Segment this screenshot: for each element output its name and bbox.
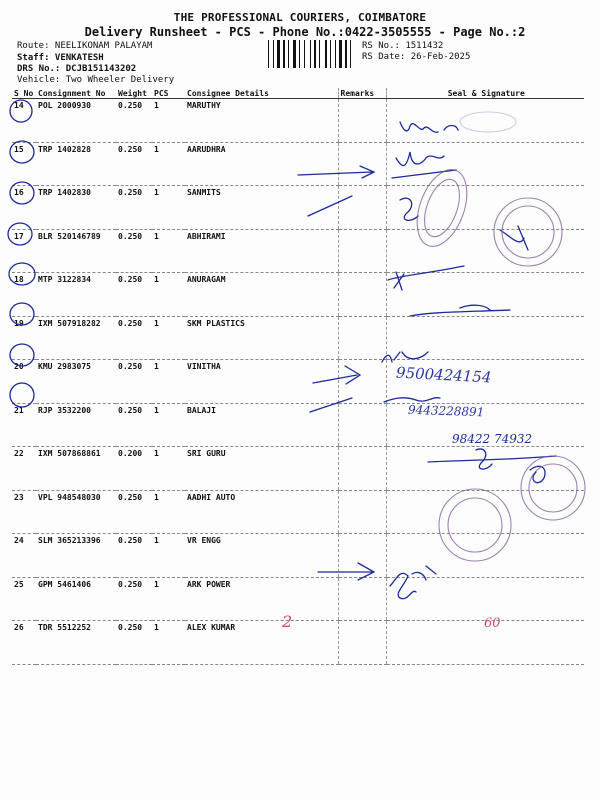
staff-label: Staff: VENKATESH bbox=[17, 53, 104, 63]
consignment-no: MTP 3122834 bbox=[36, 273, 116, 317]
col-pcs: PCS bbox=[152, 88, 185, 99]
stamp bbox=[521, 456, 585, 520]
consignee: SKM PLASTICS bbox=[185, 316, 338, 360]
consignee: AADHI AUTO bbox=[185, 490, 338, 534]
consignee: VINITHA bbox=[185, 360, 338, 404]
weight: 0.250 bbox=[116, 577, 152, 621]
stamp bbox=[529, 464, 577, 512]
pcs: 1 bbox=[152, 360, 185, 404]
signature bbox=[388, 266, 464, 290]
sno: 24 bbox=[12, 534, 36, 578]
consignment-no: KMU 2983075 bbox=[36, 360, 116, 404]
weight: 0.200 bbox=[116, 447, 152, 491]
col-consignment: Consignment No bbox=[36, 88, 116, 99]
consignee: ALEX KUMAR bbox=[185, 621, 338, 665]
sno-circle bbox=[10, 141, 34, 163]
route-label: Route: NEELIKONAM PALAYAM bbox=[17, 41, 153, 51]
arrow-mark bbox=[310, 398, 352, 412]
consignee: ANURAGAM bbox=[185, 273, 338, 317]
consignment-no: TRP 1402828 bbox=[36, 142, 116, 186]
signature bbox=[400, 198, 418, 220]
vehicle-label: Vehicle: Two Wheeler Delivery bbox=[17, 75, 175, 85]
pcs: 1 bbox=[152, 447, 185, 491]
sno: 18 bbox=[12, 273, 36, 317]
weight: 0.250 bbox=[116, 99, 152, 143]
weight: 0.250 bbox=[116, 142, 152, 186]
handwritten-mark: 2 bbox=[282, 612, 293, 631]
handwritten-mark: 60 bbox=[484, 616, 501, 631]
consignment-no: SLM 365213396 bbox=[36, 534, 116, 578]
pcs: 1 bbox=[152, 534, 185, 578]
arrow-mark bbox=[313, 366, 360, 384]
consignee: ABHIRAMI bbox=[185, 229, 338, 273]
consignment-no: BLR 520146789 bbox=[36, 229, 116, 273]
consignee: ARK POWER bbox=[185, 577, 338, 621]
weight: 0.250 bbox=[116, 316, 152, 360]
pcs: 1 bbox=[152, 229, 185, 273]
sno: 23 bbox=[12, 490, 36, 534]
sno: 19 bbox=[12, 316, 36, 360]
signature bbox=[384, 398, 440, 402]
pcs: 1 bbox=[152, 490, 185, 534]
arrow-mark bbox=[318, 563, 374, 580]
weight: 0.250 bbox=[116, 490, 152, 534]
sno: 25 bbox=[12, 577, 36, 621]
company-name: THE PROFESSIONAL COURIERS, COIMBATORE bbox=[173, 11, 427, 24]
weight: 0.250 bbox=[116, 534, 152, 578]
runsheet-title: Delivery Runsheet - PCS - Phone No.:0422-3505555 - Page No.:2 bbox=[84, 25, 526, 39]
stamp bbox=[418, 175, 467, 242]
stamp bbox=[408, 163, 477, 253]
consignee: MARUTHY bbox=[185, 99, 338, 143]
weight: 0.250 bbox=[116, 621, 152, 665]
col-seal-signature: Seal & Signature bbox=[386, 88, 584, 99]
col-remarks: Remarks bbox=[338, 88, 386, 99]
rs-number: RS No.: 1511432 bbox=[362, 41, 444, 51]
sno-circle bbox=[10, 303, 34, 325]
sno: 22 bbox=[12, 447, 36, 491]
sno: 20 bbox=[12, 360, 36, 404]
col-sno: S No bbox=[12, 88, 36, 99]
sno: 16 bbox=[12, 186, 36, 230]
consignment-no: TDR 5512252 bbox=[36, 621, 116, 665]
consignment-no: IXM 507918282 bbox=[36, 316, 116, 360]
sno: 14 bbox=[12, 99, 36, 143]
signature bbox=[530, 466, 545, 482]
pcs: 1 bbox=[152, 186, 185, 230]
pcs: 1 bbox=[152, 403, 185, 447]
stamp bbox=[448, 498, 502, 552]
handwritten-phone: 9443228891 bbox=[407, 402, 485, 420]
consignment-no: GPM 5461406 bbox=[36, 577, 116, 621]
consignment-no: TRP 1402830 bbox=[36, 186, 116, 230]
sno-circle bbox=[10, 383, 34, 407]
weight: 0.250 bbox=[116, 186, 152, 230]
rs-date: RS Date: 26-Feb-2025 bbox=[362, 52, 471, 62]
sno: 21 bbox=[12, 403, 36, 447]
arrow-mark bbox=[298, 166, 374, 178]
sno-circle bbox=[9, 263, 35, 285]
weight: 0.250 bbox=[116, 273, 152, 317]
consignment-no: RJP 3532200 bbox=[36, 403, 116, 447]
signature bbox=[400, 122, 458, 132]
sno: 26 bbox=[12, 621, 36, 665]
stamp bbox=[460, 112, 516, 132]
pcs: 1 bbox=[152, 316, 185, 360]
weight: 0.250 bbox=[116, 403, 152, 447]
consignee: BALAJI bbox=[185, 403, 338, 447]
drs-number: DRS No.: DCJB151143202 bbox=[17, 64, 137, 74]
sno-circle bbox=[8, 223, 32, 245]
handwritten-phone: 9500424154 bbox=[395, 363, 492, 387]
pcs: 1 bbox=[152, 577, 185, 621]
consignee: SANMITS bbox=[185, 186, 338, 230]
consignment-no: IXM 507868861 bbox=[36, 447, 116, 491]
pcs: 1 bbox=[152, 273, 185, 317]
sno-circle bbox=[10, 344, 34, 366]
weight: 0.250 bbox=[116, 229, 152, 273]
signature bbox=[392, 152, 456, 178]
sno: 15 bbox=[12, 142, 36, 186]
signature bbox=[390, 566, 436, 599]
sno: 17 bbox=[12, 229, 36, 273]
consignee: VR ENGG bbox=[185, 534, 338, 578]
arrow-mark bbox=[308, 196, 352, 216]
signature bbox=[500, 226, 528, 250]
pcs: 1 bbox=[152, 621, 185, 665]
col-weight: Weight bbox=[116, 88, 152, 99]
sno-circle bbox=[10, 182, 34, 204]
handwritten-phone: 98422 74932 bbox=[452, 432, 533, 446]
signature bbox=[382, 352, 428, 362]
consignment-no: VPL 948548030 bbox=[36, 490, 116, 534]
weight: 0.250 bbox=[116, 360, 152, 404]
stamp bbox=[439, 489, 511, 561]
col-consignee: Consignee Details bbox=[185, 88, 338, 99]
pcs: 1 bbox=[152, 99, 185, 143]
consignment-no: POL 2000930 bbox=[36, 99, 116, 143]
signature bbox=[410, 305, 510, 316]
consignee: AARUDHRA bbox=[185, 142, 338, 186]
sno-circle bbox=[10, 100, 32, 122]
consignee: SRI GURU bbox=[185, 447, 338, 491]
stamp bbox=[494, 198, 562, 266]
pcs: 1 bbox=[152, 142, 185, 186]
